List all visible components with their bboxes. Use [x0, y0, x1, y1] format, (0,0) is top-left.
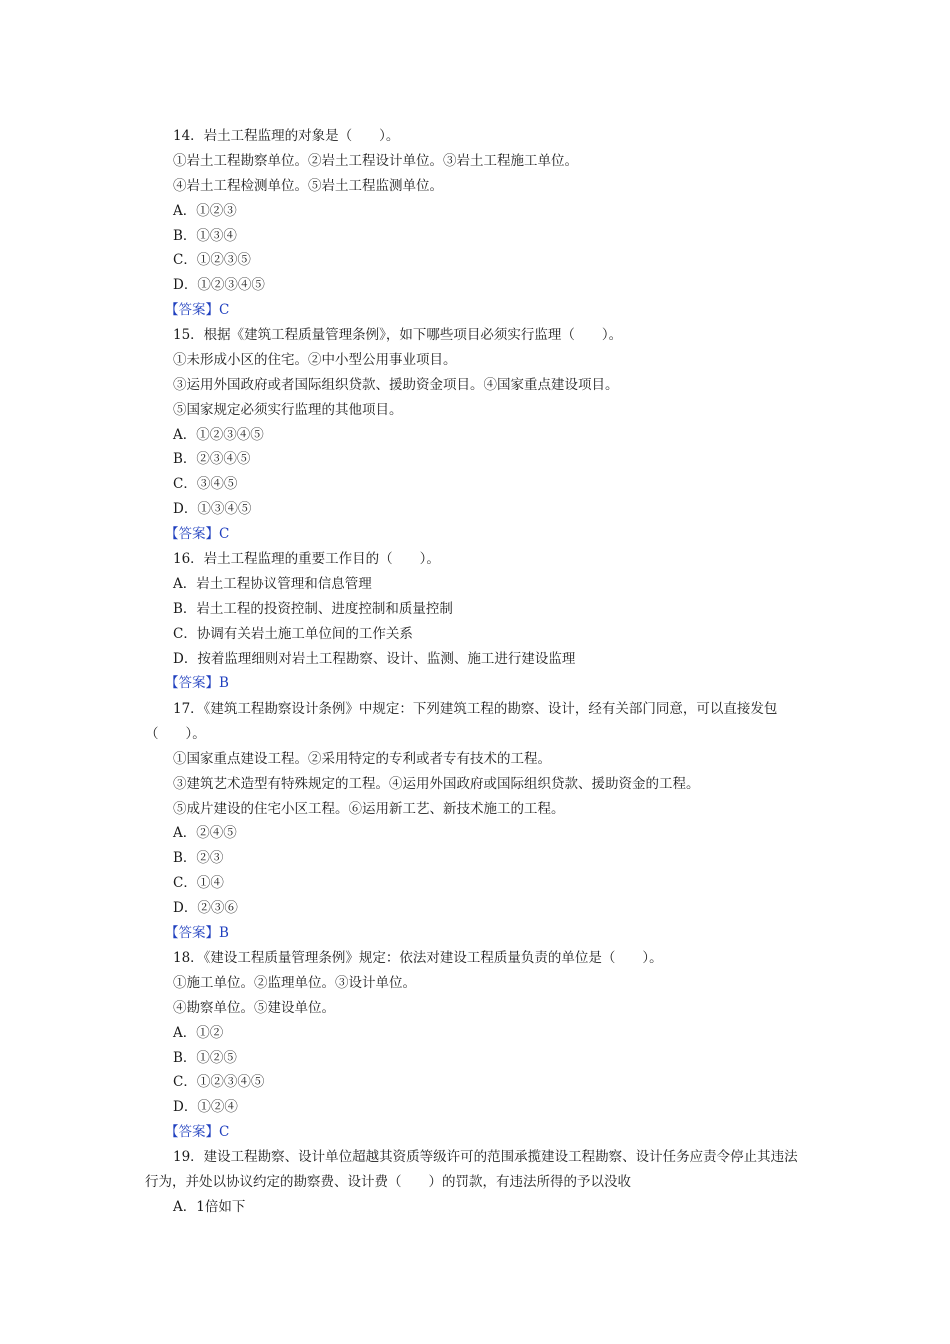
option-b: B．岩土工程的投资控制、进度控制和质量控制: [173, 600, 453, 617]
question-item: ①国家重点建设工程。②采用特定的专利或者专有技术的工程。: [173, 750, 551, 767]
answer-label: 【答案】B: [165, 675, 229, 692]
option-d: D．①②③④⑤: [173, 277, 265, 294]
answer-label: 【答案】C: [165, 302, 230, 319]
option-b: B．①②⑤: [173, 1049, 237, 1066]
answer-label: 【答案】C: [165, 1124, 230, 1141]
option-c: C．①②③⑤: [173, 252, 251, 269]
question-item: ①岩土工程勘察单位。②岩土工程设计单位。③岩土工程施工单位。: [173, 152, 578, 169]
question-stem: 14．岩土工程监理的对象是（ ）。: [173, 128, 400, 144]
option-c: C．协调有关岩土施工单位间的工作关系: [173, 625, 413, 642]
option-a: A．岩土工程协议管理和信息管理: [173, 575, 372, 592]
question-item: ⑤成片建设的住宅小区工程。⑥运用新工艺、新技术施工的工程。: [173, 800, 565, 817]
answer-label: 【答案】C: [165, 526, 230, 543]
question-item: ④岩土工程检测单位。⑤岩土工程监测单位。: [173, 177, 443, 194]
question-stem: 16．岩土工程监理的重要工作目的（ ）。: [173, 551, 440, 567]
option-b: B．①③④: [173, 227, 237, 244]
question-stem: 18．《建设工程质量管理条例》规定：依法对建设工程质量负责的单位是（ ）。: [173, 950, 663, 966]
question-item: ⑤国家规定必须实行监理的其他项目。: [173, 401, 403, 418]
question-item: ③建筑艺术造型有特殊规定的工程。④运用外国政府或国际组织贷款、援助资金的工程。: [173, 775, 700, 792]
question-item: ①施工单位。②监理单位。③设计单位。: [173, 974, 416, 991]
option-a: A．②④⑤: [173, 825, 237, 842]
option-d: D．按着监理细则对岩土工程勘察、设计、监测、施工进行建设监理: [173, 650, 576, 667]
question-14: [145, 124, 810, 323]
option-c: C．①②③④⑤: [173, 1074, 265, 1091]
option-a: A．①②③: [173, 202, 237, 219]
question-18: [145, 946, 810, 1145]
question-15: [145, 323, 810, 547]
question-17: [145, 697, 810, 946]
question-stem: 17．《建筑工程勘察设计条例》中规定：下列建筑工程的勘察、设计，经有关部门同意，可以直接发包（ ）。: [145, 701, 778, 742]
option-a: A．1倍如下: [173, 1198, 246, 1215]
answer-label: 【答案】B: [165, 925, 229, 942]
option-c: C．③④⑤: [173, 476, 238, 493]
question-item: ④勘察单位。⑤建设单位。: [173, 999, 335, 1016]
option-b: B．②③: [173, 850, 224, 867]
option-d: D．②③⑥: [173, 900, 238, 917]
question-16: [145, 547, 810, 696]
option-b: B．②③④⑤: [173, 451, 251, 468]
question-stem: 15．根据《建筑工程质量管理条例》，如下哪些项目必须实行监理（ ）。: [173, 327, 623, 343]
question-item: ①未形成小区的住宅。②中小型公用事业项目。: [173, 351, 457, 368]
question-stem: 19．建设工程勘察、设计单位超越其资质等级许可的范围承揽建设工程勘察、设计任务应责令停止其违法行为，并处以协议约定的勘察费、设计费（ ）的罚款，有违法所得的予以没收: [145, 1149, 798, 1190]
question-19: [145, 1145, 810, 1220]
option-d: D．①③④⑤: [173, 501, 252, 518]
option-d: D．①②④: [173, 1099, 238, 1116]
option-c: C．①④: [173, 875, 224, 892]
option-a: A．①②: [173, 1024, 224, 1041]
question-item: ③运用外国政府或者国际组织贷款、援助资金项目。④国家重点建设项目。: [173, 376, 619, 393]
option-a: A．①②③④⑤: [173, 426, 264, 443]
